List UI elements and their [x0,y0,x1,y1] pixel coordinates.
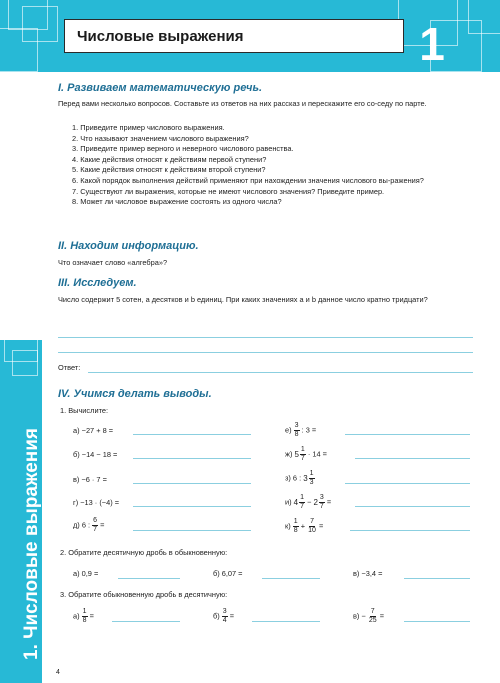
answer-line[interactable] [133,434,251,435]
answer-line[interactable] [112,621,180,622]
page-number: 4 [56,669,60,676]
answer-line[interactable] [355,458,470,459]
task1-zh: ж) 5 $\frac{1}{7}$ · 14 = [285,446,327,462]
answer-line[interactable] [404,621,470,622]
question-item: 8. Может ли числовое выражение состоять из одного числа? [72,197,282,207]
task1-k: к) $\frac{1}{8}$ + $\frac{7}{10}$ = [285,518,324,534]
task1-v: в) −6 · 7 = [73,475,107,484]
question-item: 7. Существуют ли выражения, которые не имеют числового значения? Приведите пример. [72,186,385,196]
section1-title: I. Развиваем математическую речь. [58,82,263,94]
answer-line[interactable] [133,483,251,484]
mixed-number: 3 $\frac{1}{3}$ [303,470,314,486]
task2-label: 2. Обратите десятичную дробь в обыкновенную: [60,548,228,557]
question-item: 3. Приведите пример верного и неверного числового равенства. [72,144,294,154]
answer-line[interactable] [262,578,320,579]
fraction: $\frac{3}{8}$ [294,422,299,438]
mixed-number: 4 $\frac{1}{7}$ [293,494,305,510]
answer-line[interactable] [133,458,251,459]
task3-b: б) $\frac{3}{4}$ = [213,608,235,624]
answer-line[interactable] [350,530,470,531]
answer-line[interactable] [252,621,320,622]
answer-line[interactable] [133,530,251,531]
question-item: 4. Какие действия относят к действиям первой ступени? [72,154,267,164]
answer-line[interactable] [133,506,251,507]
fraction: $\frac{3}{4}$ [222,608,227,624]
fraction: $\frac{6}{7}$ [93,517,98,533]
answer-line[interactable] [404,578,470,579]
answer-line[interactable] [345,483,470,484]
answer-line[interactable] [355,506,470,507]
answer-line[interactable] [88,372,473,373]
task2-a: а) 0,9 = [73,569,99,578]
task3-label: 3. Обратите обыкновенную дробь в десятичную: [60,590,228,599]
section3-title: III. Исследуем. [58,277,137,289]
question-item: 1. Приведите пример числового выражения. [72,123,225,132]
question-list [72,123,482,208]
answer-line[interactable] [58,352,473,353]
task3-v: в) − $\frac{7}{25}$ = [353,608,385,624]
task1-d: д) 6 : $\frac{6}{7}$ = [73,517,105,533]
task2-b: б) 6,07 = [213,569,243,578]
chapter-number: 1 [419,18,445,70]
task1-b: б) −14 − 18 = [73,450,118,459]
answer-label: Ответ: [58,363,81,372]
answer-line[interactable] [345,434,470,435]
question-item: 5. Какие действия относят к действиям второй ступени? [72,165,266,175]
mixed-number: 5 $\frac{1}{7}$ [294,446,305,462]
task1-z: з) 6 : 3 $\frac{1}{3}$ [285,470,314,486]
section3-text: Число содержит 5 сотен, a десятков и b единиц. При каких значениях a и b данное число кратно тридцати? [58,295,428,304]
section2-text: Что означает слово «алгебра»? [58,258,168,267]
task1-d-prefix: д) 6 : [73,520,91,530]
task1-e: е) $\frac{3}{8}$ : 3 = [285,422,317,438]
mixed-number: 2 $\frac{3}{7}$ [313,494,324,510]
task1-i: и) 4 $\frac{1}{7}$ − 2 $\frac{3}{7}$ = [285,494,332,510]
task1-a: а) −27 + 8 = [73,426,114,435]
task2-v: в) −3,4 = [353,569,383,578]
fraction: $\frac{7}{25}$ [368,608,377,624]
fraction: $\frac{1}{8}$ [82,608,87,624]
answer-line[interactable] [58,337,473,338]
question-item: 6. Какой порядок выполнения действий применяют при нахождении значения числового вы-ражения? [72,175,424,185]
sidebar-title: 1. Числовые выражения [21,427,42,660]
task3-a: а) $\frac{1}{8}$ = [73,608,94,624]
section1-intro: Перед вами несколько вопросов. Составьте из ответов на них рассказ и перескажите его со-седу по парте. [58,99,427,108]
answer-line[interactable] [118,578,180,579]
page-title: Числовые выражения [77,28,244,45]
question-item: 2. Что называют значением числового выражения? [72,133,249,143]
task1-g: г) −13 · (−4) = [73,498,120,507]
section4-title: IV. Учимся делать выводы. [58,388,212,400]
fraction: $\frac{1}{8}$ [293,518,298,534]
section2-title: II. Находим информацию. [58,240,199,252]
task1-label: 1. Вычислите: [60,406,109,415]
fraction: $\frac{7}{10}$ [308,518,316,534]
